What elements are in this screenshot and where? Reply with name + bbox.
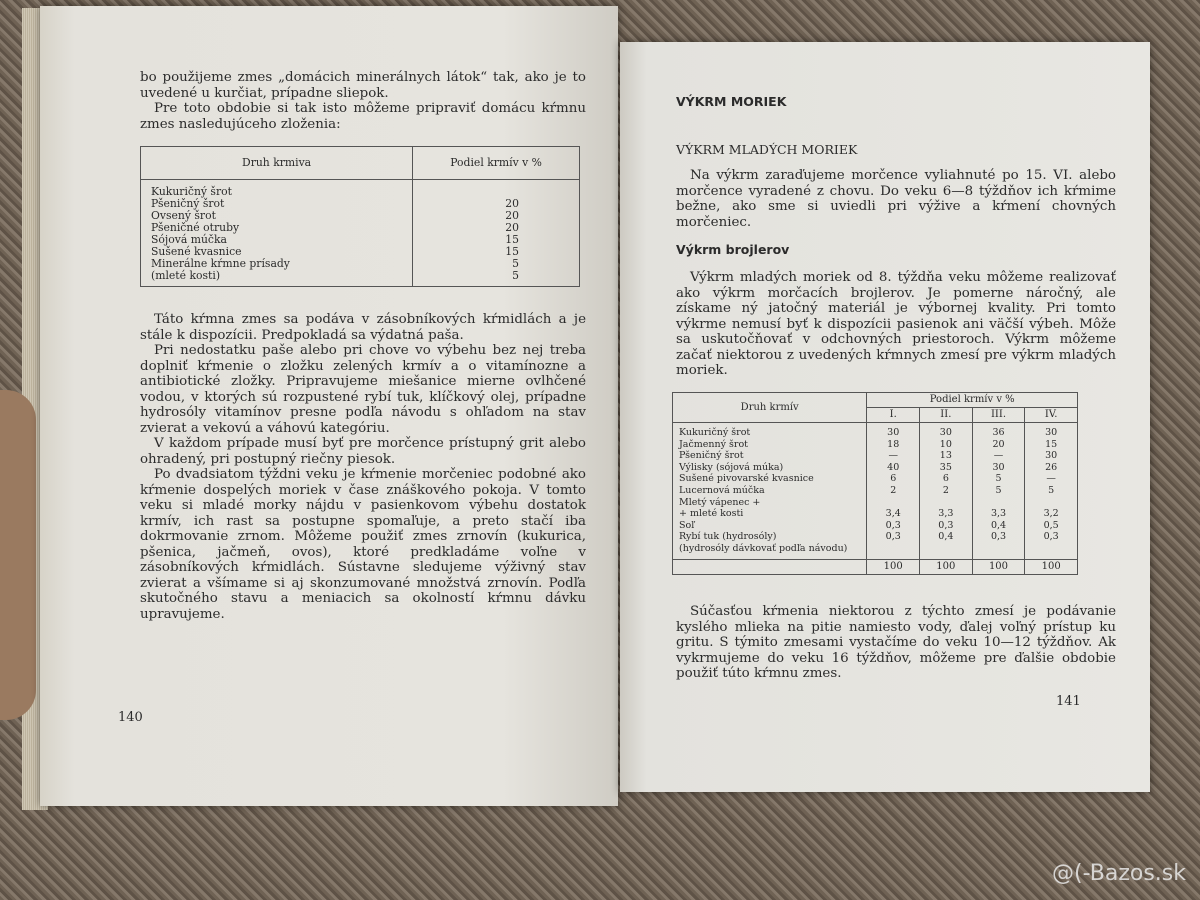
right-row-value: 13 (939, 450, 952, 462)
left-row-name: Kukuričný šrot (151, 185, 232, 198)
right-row-value: 20 (992, 438, 1005, 450)
left-row-value: 20 (505, 221, 519, 234)
right-feed-table (672, 392, 1078, 575)
left-table-values (413, 180, 580, 287)
right-row-value: 30 (1045, 450, 1058, 462)
right-row-value (979, 543, 1019, 555)
right-row-value: 3,3 (990, 508, 1007, 520)
left-row-name: Minerálne kŕmne prísady (151, 257, 290, 270)
left-row-value (417, 186, 519, 198)
left-table-col1: Druh krmiva (141, 147, 413, 180)
right-row-value: 0,3 (885, 531, 901, 543)
left-body-p4: Po dvadsiatom týždni veku je kŕmenie morčeniec podobné ako kŕmenie dospelých moriek v čase znáškového pokoja. V tomto veku si mladé morky nájdu v pasienkovom výbehu dostatok krmív, ich rast sa postupne spomaľuje, a preto stačí iba dokrmovanie zrnom. Môžeme použiť zmes zrnovín (kukurica, pšenica, jačmeň, ovos), ktoré predkladáme voľne v zásobníkových kŕmidlách. Sústavne sledujeme výživný stav zvierat a všímame si aj skonzumované množstvá zrnovín. Podľa skutočného stavu a meniacich sa okolností kŕmnu dávku upravujeme. (140, 467, 586, 622)
right-table-subcol: II. (920, 408, 973, 423)
right-row-name: Pšeničný šrot (679, 450, 744, 462)
right-row-value: — (1046, 473, 1056, 485)
right-row-value: 6 (942, 473, 949, 485)
section-heading: Výkrm brojlerov (676, 242, 790, 257)
left-row-name: (mleté kosti) (151, 269, 221, 282)
right-p1 (676, 168, 1116, 230)
right-row-value: 30 (992, 461, 1005, 473)
right-row-value: 30 (1045, 427, 1058, 438)
right-table-values-iii (972, 423, 1025, 560)
right-table-total: 100 (1025, 559, 1078, 574)
left-body-p3: V každom prípade musí byť pre morčence prístupný grit alebo ohradený, pri postupný riečny piesok. (140, 436, 586, 467)
right-row-value: 3,4 (885, 508, 901, 520)
right-row-value: 2 (942, 484, 949, 496)
right-row-value: 30 (887, 427, 900, 438)
right-row-value (1031, 543, 1071, 555)
right-row-name: Kukuričný šrot (679, 427, 751, 438)
right-row-name: Mletý vápenec + (679, 496, 761, 508)
right-row-value: 6 (890, 473, 897, 485)
left-table-col2: Podiel krmív v % (413, 147, 580, 180)
left-table-names (141, 180, 413, 287)
right-row-name: Jačmenný šrot (679, 438, 749, 450)
right-table-values-ii (920, 423, 973, 560)
right-row-value: 0,5 (1043, 519, 1059, 531)
hand-holding-book (0, 390, 36, 720)
right-row-value: 5 (1048, 484, 1055, 496)
right-row-name: Sušené pivovarské kvasnice (679, 473, 814, 485)
right-table-names (673, 423, 867, 560)
right-row-value (926, 497, 966, 509)
left-row-name: Sójová múčka (151, 233, 227, 246)
left-row-value: 15 (505, 233, 519, 246)
right-p3 (676, 604, 1116, 682)
right-row-value: 5 (995, 473, 1002, 485)
chapter-heading: VÝKRM MORIEK (676, 94, 787, 109)
left-row-value: 5 (512, 257, 519, 270)
left-row-value: 20 (505, 209, 519, 222)
right-row-value: 0,4 (938, 531, 954, 543)
right-row-name: Lucernová múčka (679, 484, 765, 496)
right-row-value: 15 (1045, 438, 1058, 450)
right-p3-text: Súčasťou kŕmenia niektorou z týchto zmesí je podávanie kyslého mlieka na pitie namiesto vody, ďalej voľný prístup ku gritu. S týmito zmesami vystačíme do veku 10—12 týždňov. Ak vykrmujeme do veku 16 týždňov, môžeme pre ďalšie obdobie použiť túto kŕmnu zmes. (676, 604, 1116, 681)
subheading: VÝKRM MLADÝCH MORIEK (676, 142, 858, 157)
left-intro (140, 70, 586, 132)
right-table-col2: Podiel krmív v % (867, 393, 1078, 408)
right-row-value: 30 (939, 427, 952, 438)
right-table-total: 100 (972, 559, 1025, 574)
left-row-value: 5 (512, 269, 519, 282)
right-row-name: Rybí tuk (hydrosóly) (679, 531, 777, 543)
right-page (620, 42, 1150, 792)
right-row-name: (hydrosóly dávkovať podľa návodu) (679, 542, 848, 554)
right-row-value (873, 543, 913, 555)
left-page-number: 140 (118, 710, 143, 725)
right-row-value (926, 543, 966, 555)
right-row-value (1031, 497, 1071, 509)
right-row-value: 35 (939, 461, 952, 473)
right-p2 (676, 270, 1116, 379)
right-row-value: 26 (1045, 461, 1058, 473)
right-row-value: 0,4 (990, 519, 1007, 531)
right-row-value: 2 (890, 484, 897, 496)
watermark-logo: @(-Bazos.sk (1052, 861, 1186, 886)
right-table-total-label (673, 559, 867, 574)
right-row-value: 36 (992, 427, 1005, 438)
left-body (140, 312, 586, 622)
right-row-value: 40 (887, 461, 900, 473)
left-row-value: 15 (505, 245, 519, 258)
right-table-col1: Druh krmív (673, 393, 867, 423)
right-row-name: Soľ (679, 519, 695, 531)
right-row-value: 0,3 (885, 519, 901, 531)
right-row-name: + mleté kosti (679, 508, 744, 520)
right-row-value: 5 (995, 484, 1002, 496)
left-body-p1: Táto kŕmna zmes sa podáva v zásobníkových kŕmidlách a je stále k dispozícii. Predpokladá sa výdatná paša. (140, 312, 586, 343)
left-page (40, 6, 618, 806)
right-row-value (873, 497, 913, 509)
left-intro-p2: Pre toto obdobie si tak isto môžeme pripraviť domácu kŕmnu zmes nasledujúceho zloženia: (140, 101, 586, 132)
right-table-values-iv (1025, 423, 1078, 560)
right-row-value: 10 (939, 438, 952, 450)
left-row-name: Pšeničné otruby (151, 221, 240, 234)
right-row-value: — (888, 450, 898, 462)
right-row-name: Výlisky (sójová múka) (679, 461, 784, 473)
left-body-p2: Pri nedostatku paše alebo pri chove vo výbehu bez nej treba doplniť kŕmenie o zložku zelených krmív a o vitamínozne a antibiotické zložky. Pripravujeme miešanice mierne ovlhčené vodou, v ktorých sú rozpustené rybí tuk, klíčkový olej, prípadne hydrosóly vitamínov presne podľa návodu s ohľadom na stav zvierat a vekovú a váhovú kategóriu. (140, 343, 586, 436)
right-p2-text: Výkrm mladých moriek od 8. týždňa veku môžeme realizovať ako výkrm morčacích brojlerov. Je pomerne náročný, ale získame ný jatočný materiál je výbornej kvality. Pri tomto výkrme nemusí byť k dispozícii pasienok ani väčší výbeh. Môže sa uskutočňovať v odchovných priestoroch. Výkrm môžeme začať niektorou z uvedených kŕmnych zmesí pre výkrm mladých moriek. (676, 270, 1116, 378)
left-intro-p1: bo použijeme zmes „domácich minerálnych látok“ tak, ako je to uvedené u kurčiat, prípadne sliepok. (140, 70, 586, 101)
right-table-values-i (867, 423, 920, 560)
right-row-value: — (993, 450, 1004, 462)
right-table-subcol: III. (972, 408, 1025, 423)
right-table-total: 100 (867, 559, 920, 574)
right-table-subcol: IV. (1025, 408, 1078, 423)
right-row-value: 0,3 (990, 531, 1007, 543)
right-row-value: 3,3 (938, 508, 954, 520)
right-p1-text: Na výkrm zaraďujeme morčence vyliahnuté po 15. VI. alebo morčence vyradené z chovu. Do veku 6—8 týždňov ich kŕmime bežne, ako sme si uviedli pri výžive a kŕmení chovných morčeniec. (676, 168, 1116, 230)
right-row-value: 18 (887, 438, 900, 450)
left-row-name: Ovsený šrot (151, 209, 216, 222)
right-page-number: 141 (1056, 694, 1081, 709)
left-row-value: 20 (505, 197, 519, 210)
right-row-value (979, 497, 1019, 509)
left-row-name: Sušené kvasnice (151, 245, 242, 258)
right-row-value: 0,3 (1043, 531, 1059, 543)
left-feed-table (140, 146, 580, 287)
right-table-total: 100 (920, 559, 973, 574)
left-table-body (141, 180, 580, 287)
right-table-subcol: I. (867, 408, 920, 423)
right-row-value: 3,2 (1043, 508, 1059, 520)
left-row-name: Pšeničný šrot (151, 197, 225, 210)
right-row-value: 0,3 (938, 519, 954, 531)
right-table-body (673, 423, 1078, 560)
